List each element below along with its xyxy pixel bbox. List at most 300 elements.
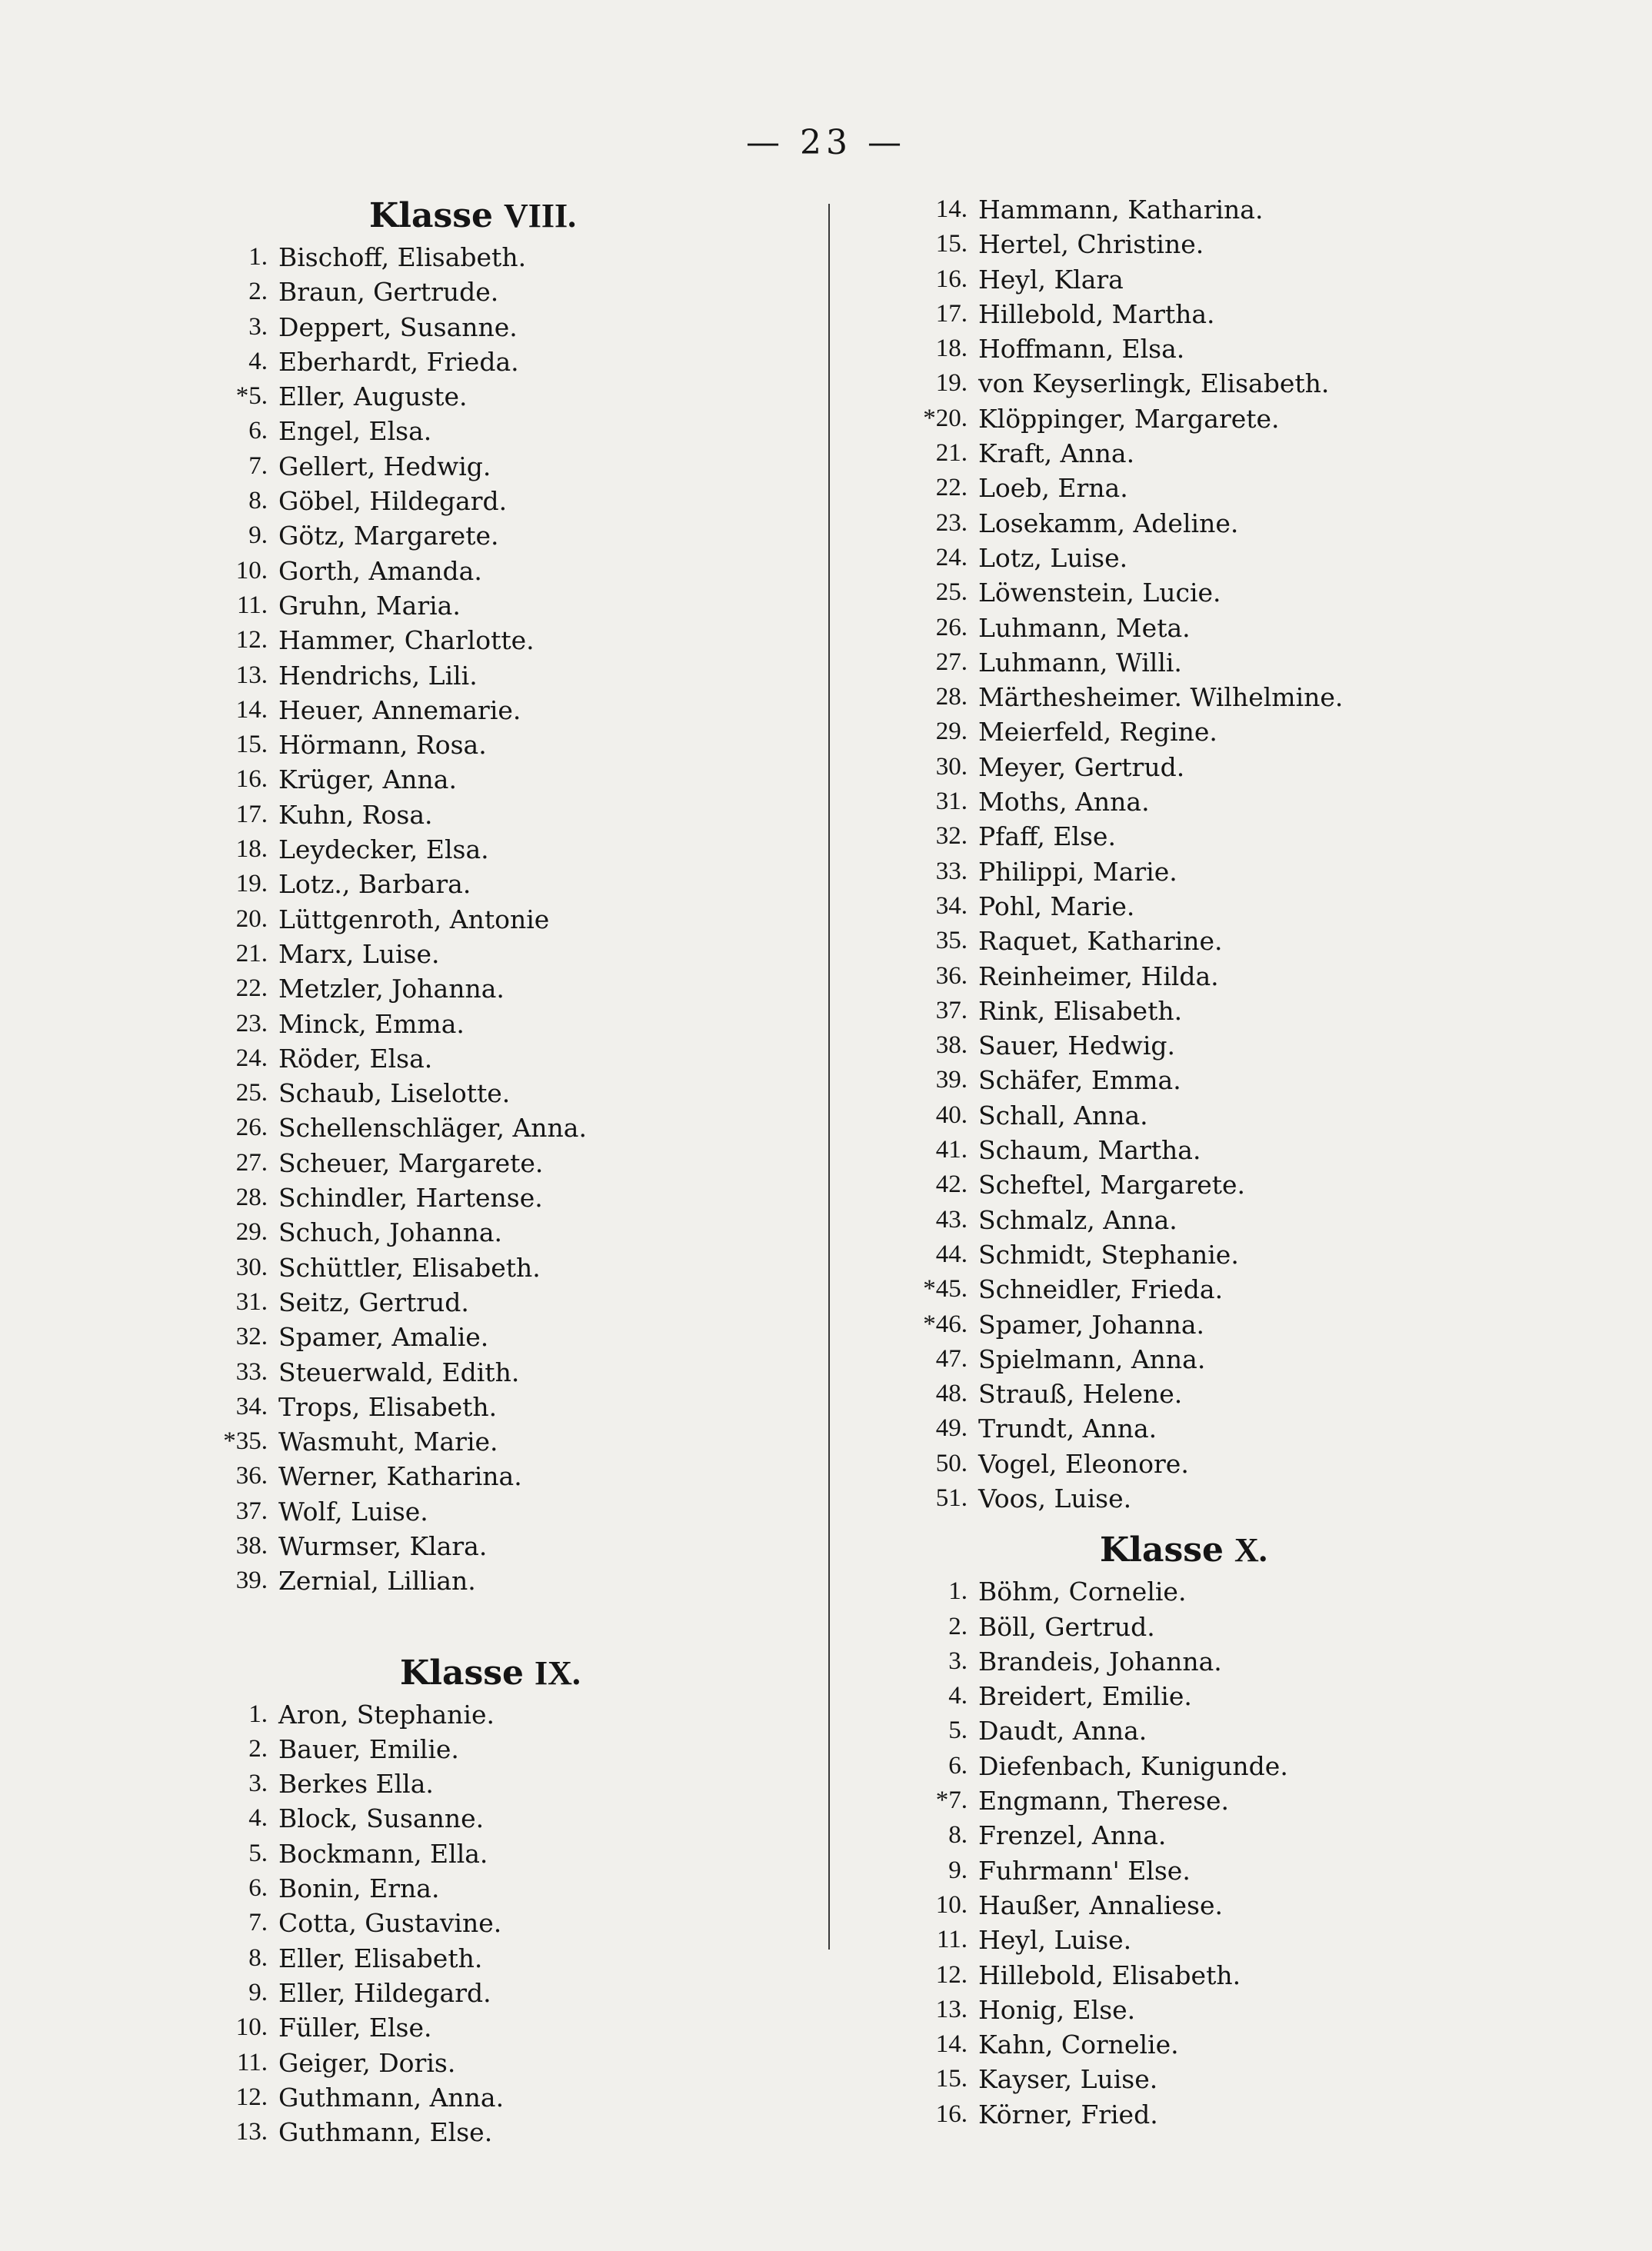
list-item xyxy=(908,401,1538,436)
entry-name: Heyl, Luise. xyxy=(978,1925,1132,1956)
list-item xyxy=(208,1767,808,1801)
entry-number: 4. xyxy=(248,347,268,375)
list-item xyxy=(208,1494,808,1529)
entry-name: Scheftel, Margarete. xyxy=(978,1170,1246,1200)
entry-number: 31. xyxy=(935,788,968,816)
list-item xyxy=(208,1906,808,1940)
entry-number: 33. xyxy=(235,1357,268,1386)
entry-name: Schmidt, Stephanie. xyxy=(978,1239,1239,1270)
entry-number: 12. xyxy=(235,626,268,654)
entry-name: Märthesheimer. Wilhelmine. xyxy=(978,682,1344,713)
entry-name: Zernial, Lillian. xyxy=(278,1566,476,1597)
list-item xyxy=(208,762,808,797)
entry-number: 4. xyxy=(248,1804,268,1833)
list-item xyxy=(908,1203,1538,1237)
entry-name: Engel, Elsa. xyxy=(278,416,432,447)
entry-number: 27. xyxy=(935,648,968,676)
entry-name: Reinheimer, Hilda. xyxy=(978,961,1219,991)
list-item xyxy=(908,1307,1538,1342)
entry-name: Wolf, Luise. xyxy=(278,1496,428,1527)
entry-number: 8. xyxy=(248,487,268,515)
list-item xyxy=(208,1076,808,1111)
entry-number: 3. xyxy=(248,312,268,341)
section-spacer xyxy=(208,1599,808,1650)
list-item xyxy=(208,1250,808,1285)
entry-number: 14. xyxy=(935,195,968,223)
list-item xyxy=(908,994,1538,1028)
entry-number: 34. xyxy=(235,1392,268,1420)
entry-number: 32. xyxy=(235,1323,268,1351)
list-item xyxy=(908,1237,1538,1272)
list-item xyxy=(908,959,1538,994)
entry-name: Schmalz, Anna. xyxy=(978,1204,1177,1235)
entry-name: Cotta, Gustavine. xyxy=(278,1908,502,1939)
list-item xyxy=(908,1713,1538,1748)
entry-name: Krüger, Anna. xyxy=(278,764,457,795)
list-item xyxy=(908,471,1538,505)
entry-number: 8. xyxy=(948,1821,968,1850)
entry-name: Guthmann, Anna. xyxy=(278,2082,505,2113)
entry-number: 19. xyxy=(935,369,968,398)
entry-number: 44. xyxy=(935,1240,968,1268)
entry-number: 50. xyxy=(935,1449,968,1477)
entry-number: 11. xyxy=(236,591,268,619)
entry-number: 6. xyxy=(248,1874,268,1903)
entry-number: *20. xyxy=(923,404,968,432)
list-item xyxy=(908,1993,1538,2027)
class-heading-roman: IX. xyxy=(535,1653,581,1692)
list-item xyxy=(908,192,1538,227)
entry-number: 13. xyxy=(235,661,268,689)
list-item xyxy=(208,449,808,484)
entry-name: Philippi, Marie. xyxy=(978,856,1177,887)
entry-number: 22. xyxy=(935,474,968,502)
list-item xyxy=(908,645,1538,680)
entry-name: Spamer, Amalie. xyxy=(278,1322,489,1353)
class-heading-label: Klasse xyxy=(1100,1530,1224,1570)
entry-name: Wasmuht, Marie. xyxy=(278,1427,498,1457)
entry-name: Hörmann, Rosa. xyxy=(278,730,487,761)
entry-name: Vogel, Eleonore. xyxy=(978,1448,1189,1479)
right-column xyxy=(908,192,1538,2132)
class-x-list xyxy=(908,1574,1538,2132)
entry-name: Spamer, Johanna. xyxy=(978,1309,1205,1340)
list-item xyxy=(208,1801,808,1836)
entry-name: Hillebold, Martha. xyxy=(978,298,1215,329)
list-item xyxy=(208,623,808,658)
entry-number: 28. xyxy=(235,1184,268,1212)
list-item xyxy=(208,2046,808,2080)
entry-name: Hendrichs, Lili. xyxy=(278,660,478,691)
list-item xyxy=(208,1459,808,1493)
list-item xyxy=(908,819,1538,854)
entry-number: 37. xyxy=(235,1497,268,1525)
entry-name: Hillebold, Elisabeth. xyxy=(978,1960,1241,1990)
list-item xyxy=(908,436,1538,471)
list-item xyxy=(208,275,808,309)
entry-number: 7. xyxy=(248,1909,268,1937)
entry-name: Scheuer, Margarete. xyxy=(278,1147,544,1178)
list-item xyxy=(208,1836,808,1871)
list-item xyxy=(908,262,1538,297)
entry-name: Metzler, Johanna. xyxy=(278,974,505,1004)
entry-name: Böll, Gertrud. xyxy=(978,1611,1155,1642)
entry-name: Leydecker, Elsa. xyxy=(278,834,489,865)
list-item xyxy=(908,1888,1538,1923)
entry-number: 5. xyxy=(248,1839,268,1867)
entry-name: Götz, Margarete. xyxy=(278,521,499,551)
list-item xyxy=(908,1272,1538,1307)
entry-name: Pfaff, Else. xyxy=(978,821,1116,852)
entry-number: 37. xyxy=(935,996,968,1024)
list-item xyxy=(908,366,1538,401)
entry-number: 31. xyxy=(235,1287,268,1316)
class-heading-roman: X. xyxy=(1234,1531,1267,1570)
entry-number: *46. xyxy=(923,1310,968,1338)
entry-name: Gruhn, Maria. xyxy=(278,590,461,621)
list-item xyxy=(208,1320,808,1354)
list-item xyxy=(208,310,808,345)
entry-name: Sauer, Hedwig. xyxy=(978,1031,1176,1061)
list-item xyxy=(208,2115,808,2149)
entry-name: Hammer, Charlotte. xyxy=(278,625,535,656)
entry-name: Schaum, Martha. xyxy=(978,1135,1201,1166)
list-item xyxy=(208,971,808,1006)
entry-number: 9. xyxy=(248,521,268,550)
entry-name: Werner, Katharina. xyxy=(278,1461,522,1492)
entry-name: Bauer, Emilie. xyxy=(278,1733,459,1764)
column-divider xyxy=(828,204,830,1950)
entry-number: 23. xyxy=(235,1009,268,1037)
entry-name: Schneidler, Frieda. xyxy=(978,1274,1224,1305)
list-item xyxy=(908,1923,1538,1957)
entry-name: Engmann, Therese. xyxy=(978,1786,1229,1816)
entry-name: Seitz, Gertrud. xyxy=(278,1287,469,1317)
class-heading-label: Klasse xyxy=(400,1653,525,1693)
entry-name: Diefenbach, Kunigunde. xyxy=(978,1750,1288,1781)
entry-number: 24. xyxy=(235,1044,268,1072)
entry-number: 26. xyxy=(235,1114,268,1142)
entry-number: 12. xyxy=(235,2083,268,2111)
entry-name: Moths, Anna. xyxy=(978,787,1150,817)
entry-number: 11. xyxy=(936,1926,968,1954)
entry-name: Haußer, Annaliese. xyxy=(978,1890,1224,1920)
list-item xyxy=(208,1976,808,2010)
entry-name: Eller, Hildegard. xyxy=(278,1977,491,2008)
class-heading-ix xyxy=(400,1650,808,1697)
entry-name: Körner, Fried. xyxy=(978,2099,1158,2129)
entry-number: 13. xyxy=(235,2118,268,2146)
class-viii-list xyxy=(208,240,808,1599)
list-item xyxy=(208,832,808,867)
entry-number: 1. xyxy=(948,1577,968,1606)
list-item xyxy=(908,1133,1538,1167)
entry-number: 24. xyxy=(935,543,968,571)
entry-number: 8. xyxy=(248,1943,268,1972)
entry-number: 27. xyxy=(235,1148,268,1177)
entry-number: 30. xyxy=(935,752,968,781)
entry-number: 47. xyxy=(935,1344,968,1373)
entry-name: Eller, Elisabeth. xyxy=(278,1943,483,1973)
entry-name: Fuhrmann' Else. xyxy=(978,1855,1191,1886)
list-item xyxy=(908,1644,1538,1679)
list-item xyxy=(208,1180,808,1215)
list-item xyxy=(908,1063,1538,1097)
list-item xyxy=(208,1871,808,1906)
entry-number: *5. xyxy=(235,382,268,411)
entry-name: Raquet, Katharine. xyxy=(978,926,1223,957)
list-item xyxy=(908,784,1538,819)
list-item xyxy=(908,1377,1538,1411)
entry-number: *45. xyxy=(923,1275,968,1304)
list-item xyxy=(208,867,808,901)
list-item xyxy=(908,1167,1538,1202)
list-item xyxy=(908,1679,1538,1713)
entry-name: Geiger, Doris. xyxy=(278,2047,456,2078)
class-heading-roman: VIII. xyxy=(504,197,577,235)
list-item xyxy=(908,541,1538,575)
entry-number: 16. xyxy=(935,2099,968,2128)
entry-number: 42. xyxy=(935,1170,968,1199)
entry-name: Kraft, Anna. xyxy=(978,438,1135,469)
list-item xyxy=(208,1007,808,1041)
entry-number: 43. xyxy=(935,1205,968,1234)
entry-name: Füller, Else. xyxy=(278,2013,432,2043)
entry-name: Schüttler, Elisabeth. xyxy=(278,1252,541,1283)
entry-name: Berkes Ella. xyxy=(278,1769,434,1800)
class-heading-x xyxy=(1100,1527,1538,1574)
entry-number: 29. xyxy=(935,718,968,746)
entry-name: Röder, Elsa. xyxy=(278,1043,433,1074)
entry-number: 16. xyxy=(935,265,968,293)
entry-number: 21. xyxy=(935,439,968,468)
entry-number: 3. xyxy=(948,1647,968,1675)
entry-number: 9. xyxy=(248,1978,268,2006)
list-item xyxy=(208,1941,808,1976)
entry-name: Loeb, Erna. xyxy=(978,473,1128,504)
entry-name: Guthmann, Else. xyxy=(278,2117,493,2148)
entry-name: Schäfer, Emma. xyxy=(978,1065,1181,1096)
list-item xyxy=(208,345,808,379)
entry-number: 26. xyxy=(935,613,968,641)
list-item xyxy=(208,902,808,937)
entry-name: Rink, Elisabeth. xyxy=(978,995,1183,1026)
list-item xyxy=(908,611,1538,645)
entry-name: Spielmann, Anna. xyxy=(978,1344,1206,1374)
entry-name: Lotz., Barbara. xyxy=(278,869,471,900)
entry-number: 14. xyxy=(935,2030,968,2059)
entry-number: 51. xyxy=(935,1483,968,1512)
entry-name: Braun, Gertrude. xyxy=(278,277,499,308)
entry-name: Schaub, Liselotte. xyxy=(278,1078,511,1109)
list-item xyxy=(208,1697,808,1732)
list-item xyxy=(908,575,1538,610)
list-item xyxy=(208,1563,808,1598)
entry-name: Meierfeld, Regine. xyxy=(978,717,1217,748)
entry-name: Trundt, Anna. xyxy=(978,1414,1157,1444)
list-item xyxy=(208,518,808,553)
list-item xyxy=(208,1732,808,1767)
entry-number: 10. xyxy=(235,2013,268,2042)
entry-name: Aron, Stephanie. xyxy=(278,1699,495,1730)
list-item xyxy=(208,1424,808,1459)
list-item xyxy=(208,1215,808,1250)
list-item xyxy=(908,1749,1538,1783)
entry-name: Marx, Luise. xyxy=(278,938,440,969)
entry-number: 9. xyxy=(948,1856,968,1884)
entry-name: Eller, Auguste. xyxy=(278,381,468,412)
entry-number: 6. xyxy=(948,1751,968,1780)
list-item xyxy=(908,227,1538,261)
entry-number: 23. xyxy=(935,508,968,537)
entry-name: Schellenschläger, Anna. xyxy=(278,1113,587,1144)
list-item xyxy=(208,414,808,448)
class-heading-viii xyxy=(369,192,808,240)
list-item xyxy=(908,1411,1538,1446)
entry-name: Trops, Elisabeth. xyxy=(278,1391,498,1422)
list-item xyxy=(208,728,808,762)
list-item xyxy=(908,2027,1538,2062)
entry-name: Gorth, Amanda. xyxy=(278,555,482,586)
entry-number: 34. xyxy=(935,891,968,920)
list-item xyxy=(208,554,808,588)
entry-number: *7. xyxy=(935,1786,968,1815)
list-item xyxy=(908,1818,1538,1853)
list-item xyxy=(908,506,1538,541)
list-item xyxy=(908,2062,1538,2096)
entry-name: Minck, Emma. xyxy=(278,1008,465,1039)
list-item xyxy=(208,693,808,728)
entry-number: 20. xyxy=(235,904,268,933)
entry-name: Bonin, Erna. xyxy=(278,1873,440,1904)
list-item xyxy=(208,2010,808,2045)
entry-name: Hoffmann, Elsa. xyxy=(978,334,1185,365)
list-item xyxy=(208,1529,808,1563)
entry-number: 41. xyxy=(935,1136,968,1164)
entry-name: Luhmann, Willi. xyxy=(978,647,1182,678)
entry-name: Lotz, Luise. xyxy=(978,542,1128,573)
list-item xyxy=(208,798,808,832)
class-ix-list-continued xyxy=(908,192,1538,1516)
entry-number: 2. xyxy=(248,278,268,306)
entry-number: 40. xyxy=(935,1101,968,1129)
entry-number: 38. xyxy=(235,1531,268,1560)
list-item xyxy=(208,1111,808,1145)
list-item xyxy=(908,1610,1538,1644)
entry-name: Hammann, Katharina. xyxy=(978,195,1264,225)
entry-name: Pohl, Marie. xyxy=(978,891,1135,921)
list-item xyxy=(208,379,808,414)
list-item xyxy=(208,1041,808,1076)
entry-name: Kuhn, Rosa. xyxy=(278,799,433,830)
entry-name: Kahn, Cornelie. xyxy=(978,2030,1179,2060)
entry-number: 2. xyxy=(948,1612,968,1640)
list-item xyxy=(908,1958,1538,1993)
entry-name: Strauß, Helene. xyxy=(978,1379,1183,1410)
list-item xyxy=(908,924,1538,958)
entry-name: Löwenstein, Lucie. xyxy=(978,578,1221,608)
list-item xyxy=(908,1028,1538,1063)
entry-number: 5. xyxy=(948,1717,968,1745)
entry-number: 3. xyxy=(248,1770,268,1798)
class-ix-list xyxy=(208,1697,808,2150)
list-item xyxy=(908,889,1538,924)
list-item xyxy=(908,1447,1538,1481)
entry-number: 32. xyxy=(935,822,968,851)
entry-number: 13. xyxy=(935,1995,968,2023)
entry-number: 36. xyxy=(935,961,968,990)
entry-number: 17. xyxy=(935,299,968,328)
entry-name: Honig, Else. xyxy=(978,1994,1136,2025)
entry-number: 16. xyxy=(235,765,268,794)
list-item xyxy=(208,240,808,275)
entry-number: 25. xyxy=(235,1079,268,1107)
entry-name: Steuerwald, Edith. xyxy=(278,1357,520,1387)
entry-number: 17. xyxy=(235,800,268,828)
list-item xyxy=(908,1098,1538,1133)
entry-name: Wurmser, Klara. xyxy=(278,1530,488,1561)
list-item xyxy=(208,1146,808,1180)
entry-number: 35. xyxy=(935,927,968,955)
entry-name: Lüttgenroth, Antonie xyxy=(278,904,550,934)
entry-name: Gellert, Hedwig. xyxy=(278,451,491,481)
entry-number: 19. xyxy=(235,870,268,898)
list-item xyxy=(908,1853,1538,1888)
entry-number: 25. xyxy=(935,578,968,607)
entry-name: Kayser, Luise. xyxy=(978,2064,1158,2095)
entry-name: Deppert, Susanne. xyxy=(278,311,518,342)
entry-name: Block, Susanne. xyxy=(278,1803,485,1834)
list-item xyxy=(208,588,808,623)
entry-name: Heuer, Annemarie. xyxy=(278,694,521,725)
entry-name: Schuch, Johanna. xyxy=(278,1217,503,1248)
page-number: — 23 — xyxy=(746,123,906,162)
entry-name: Daudt, Anna. xyxy=(978,1716,1147,1747)
list-item xyxy=(908,680,1538,714)
entry-number: *35. xyxy=(223,1427,268,1456)
list-item xyxy=(208,2080,808,2115)
list-item xyxy=(908,854,1538,889)
entry-number: 48. xyxy=(935,1380,968,1408)
entry-number: 6. xyxy=(248,417,268,445)
entry-name: Böhm, Cornelie. xyxy=(978,1577,1187,1607)
entry-number: 1. xyxy=(248,243,268,271)
entry-number: 28. xyxy=(935,683,968,711)
entry-name: Eberhardt, Frieda. xyxy=(278,346,519,377)
list-item xyxy=(908,331,1538,366)
list-item xyxy=(908,2097,1538,2132)
entry-name: Schall, Anna. xyxy=(978,1100,1148,1130)
entry-number: 15. xyxy=(935,230,968,258)
list-item xyxy=(208,1390,808,1424)
list-item xyxy=(208,1355,808,1390)
entry-number: 18. xyxy=(935,335,968,363)
entry-number: 33. xyxy=(935,857,968,885)
entry-number: 30. xyxy=(235,1253,268,1281)
entry-name: Klöppinger, Margarete. xyxy=(978,403,1280,434)
entry-number: 11. xyxy=(236,2048,268,2076)
list-item xyxy=(908,1574,1538,1609)
entry-number: 10. xyxy=(235,556,268,584)
left-column xyxy=(208,192,808,2149)
entry-number: 39. xyxy=(935,1066,968,1094)
list-item xyxy=(208,484,808,518)
entry-name: Göbel, Hildegard. xyxy=(278,486,508,517)
entry-number: 29. xyxy=(235,1218,268,1247)
entry-name: Luhmann, Meta. xyxy=(978,612,1191,643)
entry-number: 38. xyxy=(935,1031,968,1060)
entry-number: 21. xyxy=(235,939,268,967)
